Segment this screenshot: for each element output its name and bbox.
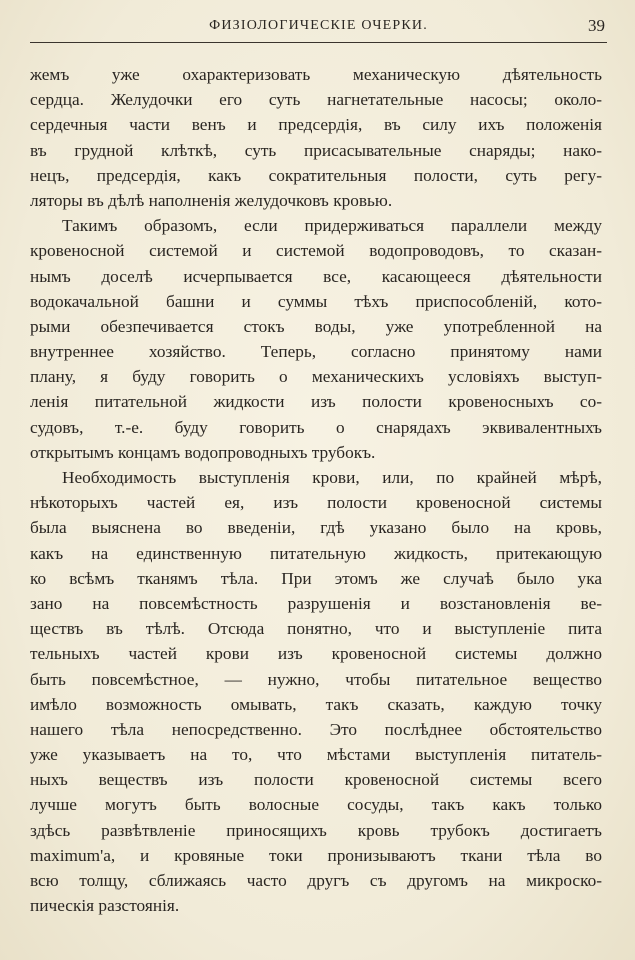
text-line: внутреннее хозяйство. Теперь, согласно принятому нами xyxy=(30,342,602,362)
text-line: имѣло возможность омывать, такъ сказать, каждую точку xyxy=(30,694,602,714)
text-line: пическія разстоянія. xyxy=(30,896,180,916)
text-line: быть повсемѣстное, — нужно, чтобы питательное вещество xyxy=(30,669,602,689)
text-line: судовъ, т.-е. буду говорить о снарядахъ эквивалентныхъ xyxy=(30,417,602,437)
text-line: рыми обезпечивается стокъ воды, уже употребленной на xyxy=(30,316,602,336)
body-text xyxy=(30,62,602,918)
paragraph-start-line: Такимъ образомъ, если придерживаться параллели между xyxy=(62,216,602,236)
text-line: ляторы въ дѣлѣ наполненія желудочковъ кровью. xyxy=(30,190,393,210)
text-line: уже указываетъ на то, что мѣстами выступленія питатель- xyxy=(30,745,602,765)
text-line: лучше могутъ быть волосные сосуды, такъ какъ только xyxy=(30,795,602,815)
paragraph-start-line: Необходимость выступленія крови, или, по крайней мѣрѣ, xyxy=(62,468,602,487)
text-line: была выяснена во введеніи, гдѣ указано было на кровь, xyxy=(30,518,602,538)
text-line: жемъ уже охарактеризовать механическую дѣятельность xyxy=(30,65,602,84)
text-line: зано на повсемѣстность разрушенія и возстановленія ве- xyxy=(30,593,602,613)
text-line: ныхъ веществъ изъ полости кровеносной системы всего xyxy=(30,770,602,790)
text-line: плану, я буду говорить о механическихъ условіяхъ выступ- xyxy=(30,367,602,387)
text-line: кровеносной системой и системой водопроводовъ, то сказан- xyxy=(30,241,602,261)
text-line: здѣсь развѣтвленіе приносящихъ кровь трубокъ достигаетъ xyxy=(30,820,602,840)
text-line: сердца. Желудочки его суть нагнетательные насосы; около- xyxy=(30,90,602,110)
text-line: въ грудной клѣткѣ, суть присасывательные снаряды; нако- xyxy=(30,140,602,160)
text-line: сердечныя части венъ и предсердія, въ силу ихъ положенія xyxy=(30,115,602,135)
running-header xyxy=(30,14,607,43)
text-line: водокачальной башни и суммы тѣхъ приспособленій, кото- xyxy=(30,291,602,311)
text-line: ществъ въ тѣлѣ. Отсюда понятно, что и выступленіе пита xyxy=(30,619,602,639)
text-line: нецъ, предсердія, какъ сократительныя полости, суть регу- xyxy=(30,165,602,185)
text-line: ко всѣмъ тканямъ тѣла. При этомъ же случаѣ было ука xyxy=(30,568,602,588)
text-line: нашего тѣла непосредственно. Это послѣднее обстоятельство xyxy=(30,719,602,739)
text-line: нѣкоторыхъ частей ея, изъ полости кровеносной системы xyxy=(30,493,602,513)
text-line: maximum'а, и кровяные токи пронизываютъ ткани тѣла во xyxy=(30,845,602,865)
text-line: открытымъ концамъ водопроводныхъ трубокъ. xyxy=(30,442,376,462)
text-line: нымъ доселѣ исчерпывается все, касающееся дѣятельности xyxy=(30,266,602,286)
running-title: ФИЗІОЛОГИЧЕСКІЕ ОЧЕРКИ. xyxy=(209,18,428,33)
text-line: всю толщу, сближаясь часто другъ съ другомъ на микроско- xyxy=(30,871,602,890)
text-line: какъ на единственную питательную жидкость, притекающую xyxy=(30,543,602,563)
text-line: ленія питательной жидкости изъ полости кровеносныхъ со- xyxy=(30,392,602,412)
page-number: 39 xyxy=(588,16,605,35)
text-line: тельныхъ частей крови изъ кровеносной системы должно xyxy=(30,644,602,664)
